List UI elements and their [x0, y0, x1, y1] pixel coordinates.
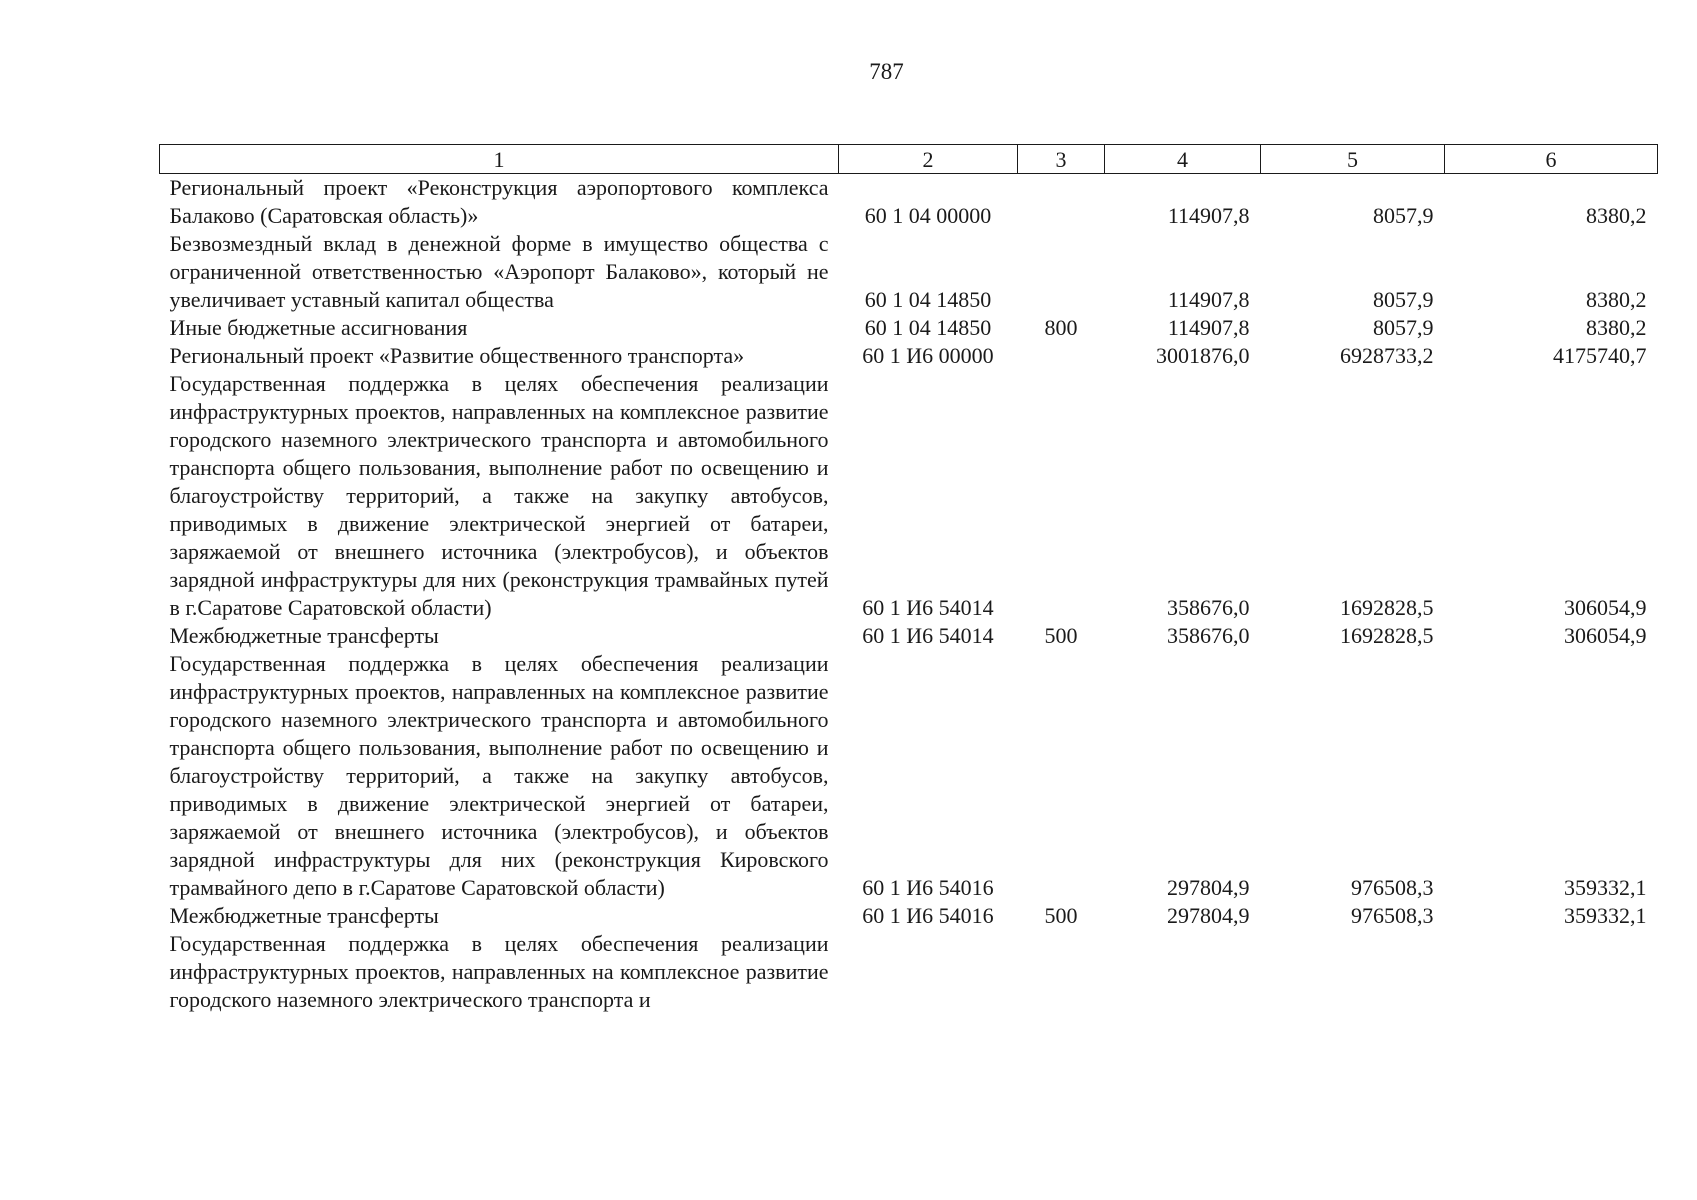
row-name: Межбюджетные трансферты — [169, 623, 439, 648]
table-row — [160, 370, 1658, 622]
row-name: Региональный проект «Развитие общественного транспорта» — [169, 343, 745, 368]
column-header-6: 6 — [1445, 145, 1658, 174]
row-value-col6: 306054,9 — [1564, 595, 1647, 620]
row-value-col5 — [1261, 930, 1445, 1014]
row-expense-type: 500 — [1044, 623, 1078, 648]
row-value-col4: 3001876,0 — [1156, 343, 1250, 368]
row-name: Региональный проект «Реконструкция аэропортового комплекса Балаково (Саратовская область)» — [169, 175, 829, 228]
table-header — [160, 145, 1658, 174]
row-expense-type: 500 — [1044, 903, 1078, 928]
row-expense-type — [1018, 930, 1105, 1014]
row-name: Иные бюджетные ассигнования — [169, 315, 468, 340]
row-target-code — [839, 930, 1018, 1014]
row-value-col4: 114907,8 — [1167, 315, 1250, 340]
row-target-code: 60 1 И6 00000 — [862, 343, 994, 368]
row-value-col4: 114907,8 — [1167, 287, 1250, 312]
row-value-col5: 8057,9 — [1373, 203, 1434, 228]
row-value-col6: 8380,2 — [1586, 315, 1647, 340]
column-header-3: 3 — [1018, 145, 1105, 174]
row-value-col5: 1692828,5 — [1340, 595, 1434, 620]
table-row — [160, 342, 1658, 370]
row-expense-type — [1018, 342, 1105, 370]
row-value-col4: 297804,9 — [1167, 903, 1250, 928]
budget-table — [159, 144, 1658, 1014]
table-row — [160, 902, 1658, 930]
row-name: Государственная поддержка в целях обеспечения реализации инфраструктурных проектов, направленных на комплексное развитие городского наземного электрического транспорта и автомобильного транспорта общего пользования, выполнение работ по освещению и благоустройству территорий, а также на закупку автобусов, приводимых в движение электрической энергией от батареи, заряжаемой от внешнего источника (электробусов), и объектов зарядной инфраструктуры для них (реконструкция Кировского трамвайного депо в г.Саратове Саратовской области) — [169, 651, 829, 900]
row-target-code: 60 1 04 14850 — [864, 287, 992, 312]
row-name: Межбюджетные трансферты — [169, 903, 439, 928]
row-value-col4 — [1105, 930, 1261, 1014]
row-expense-type — [1018, 230, 1105, 314]
table-row — [160, 622, 1658, 650]
row-value-col5: 976508,3 — [1351, 875, 1434, 900]
table-row — [160, 230, 1658, 314]
row-target-code: 60 1 04 14850 — [864, 315, 992, 340]
row-value-col6: 306054,9 — [1564, 623, 1647, 648]
row-value-col6: 359332,1 — [1564, 875, 1647, 900]
row-value-col6: 4175740,7 — [1553, 343, 1647, 368]
row-expense-type — [1018, 174, 1105, 231]
row-value-col5: 1692828,5 — [1340, 623, 1434, 648]
row-value-col6 — [1445, 930, 1658, 1014]
column-header-1: 1 — [160, 145, 839, 174]
row-value-col4: 358676,0 — [1167, 595, 1250, 620]
row-target-code: 60 1 И6 54016 — [862, 903, 994, 928]
column-header-2: 2 — [839, 145, 1018, 174]
row-value-col5: 8057,9 — [1373, 287, 1434, 312]
row-target-code: 60 1 И6 54014 — [862, 623, 994, 648]
row-value-col6: 8380,2 — [1586, 203, 1647, 228]
table-body — [160, 174, 1658, 1015]
row-value-col6: 359332,1 — [1564, 903, 1647, 928]
row-value-col5: 976508,3 — [1351, 903, 1434, 928]
row-expense-type: 800 — [1044, 315, 1078, 340]
table-row — [160, 174, 1658, 231]
column-header-5: 5 — [1261, 145, 1445, 174]
row-expense-type — [1018, 370, 1105, 622]
row-name: Безвозмездный вклад в денежной форме в имущество общества с ограниченной ответственностью «Аэропорт Балаково», который не увеличивает уставный капитал общества — [169, 231, 829, 312]
row-expense-type — [1018, 650, 1105, 902]
row-value-col5: 6928733,2 — [1340, 343, 1434, 368]
row-name: Государственная поддержка в целях обеспечения реализации инфраструктурных проектов, направленных на комплексное развитие городского наземного электрического транспорта и — [169, 931, 829, 1012]
header-row — [160, 145, 1658, 174]
row-target-code: 60 1 И6 54016 — [862, 875, 994, 900]
row-name: Государственная поддержка в целях обеспечения реализации инфраструктурных проектов, направленных на комплексное развитие городского наземного электрического транспорта и автомобильного транспорта общего пользования, выполнение работ по освещению и благоустройству территорий, а также на закупку автобусов, приводимых в движение электрической энергией от батареи, заряжаемой от внешнего источника (электробусов), и объектов зарядной инфраструктуры для них (реконструкция трамвайных путей в г.Саратове Саратовской области) — [169, 371, 829, 620]
row-value-col5: 8057,9 — [1373, 315, 1434, 340]
row-value-col4: 114907,8 — [1167, 203, 1250, 228]
row-value-col4: 297804,9 — [1167, 875, 1250, 900]
row-target-code: 60 1 04 00000 — [864, 203, 992, 228]
table-row — [160, 650, 1658, 902]
table-row — [160, 314, 1658, 342]
row-value-col4: 358676,0 — [1167, 623, 1250, 648]
column-header-4: 4 — [1105, 145, 1261, 174]
table-row — [160, 930, 1658, 1014]
row-value-col6: 8380,2 — [1586, 287, 1647, 312]
page-number: 787 — [869, 59, 904, 84]
row-target-code: 60 1 И6 54014 — [862, 595, 994, 620]
